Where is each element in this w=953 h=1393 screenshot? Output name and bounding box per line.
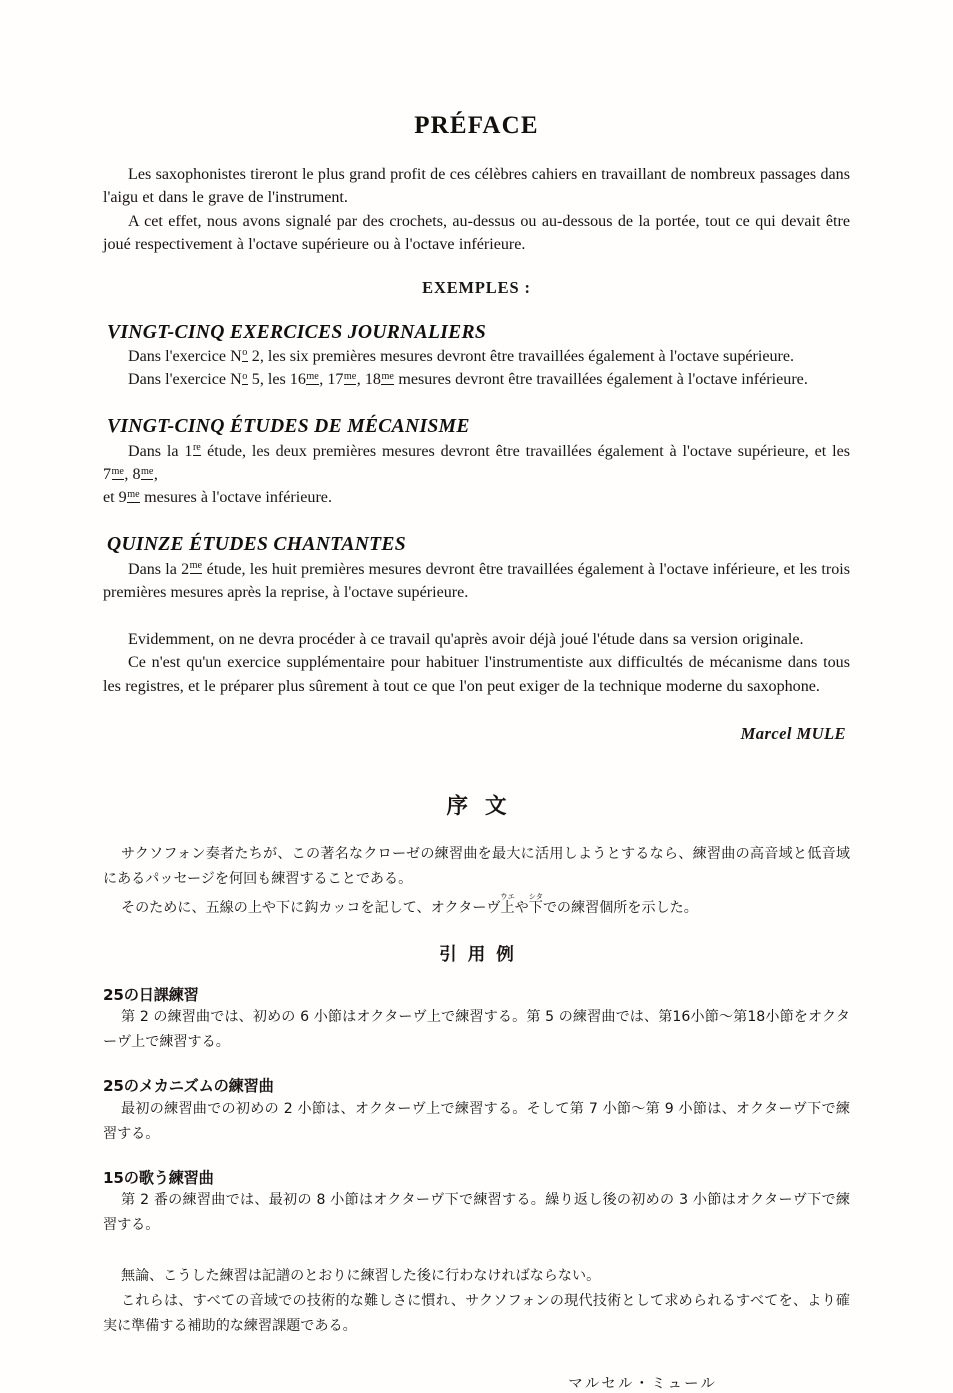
text-fragment: や xyxy=(514,899,529,916)
text-fragment: étude, les deux premières mesures devront être travaillées également à l'octave supérieure, et les 7 xyxy=(103,442,850,483)
japanese-section-heading: 25のメカニズムの練習曲 xyxy=(103,1077,274,1096)
text-fragment: , 8 xyxy=(124,465,141,483)
french-closing-block xyxy=(103,628,850,698)
section-heading: VINGT-CINQ EXERCICES JOURNALIERS xyxy=(107,321,487,343)
text-fragment: での練習個所を示した。 xyxy=(542,899,698,916)
ordinal-suffix: me xyxy=(189,560,202,572)
french-section-etudes-mecanisme xyxy=(103,416,850,509)
japanese-section-body: 最初の練習曲での初めの 2 小節は、オクターヴ上で練習する。そして第 7 小節〜第 9 小節は、オクターヴ下で練習する。 xyxy=(103,1100,850,1142)
page-title: PRÉFACE xyxy=(414,112,539,139)
text-fragment: , 18 xyxy=(356,371,381,389)
ruby-text: ウエ xyxy=(500,891,515,901)
examples-label: EXEMPLES : xyxy=(422,278,531,298)
text-fragment: étude, les huit premières mesures devront être travaillées également à l'octave inférieure, et les trois premières mesures après la reprise, à l'octave supérieure. xyxy=(103,560,850,601)
japanese-section-nikka-renshu xyxy=(103,986,850,1055)
ruby-annotation-shita xyxy=(528,891,543,916)
ruby-annotation-ue xyxy=(500,891,515,916)
ruby-base: 下 xyxy=(528,899,543,916)
ruby-base: 上 xyxy=(500,899,515,916)
japanese-block xyxy=(103,744,850,1393)
ordinal-suffix: me xyxy=(306,370,319,382)
text-fragment: Dans l'exercice N xyxy=(128,371,242,389)
text-fragment: Dans la 1 xyxy=(128,442,193,460)
ordinal-suffix: me xyxy=(127,488,140,500)
text-fragment: 5, les 16 xyxy=(247,371,306,389)
section-line xyxy=(103,368,850,391)
ordinal-suffix: o xyxy=(242,370,248,382)
japanese-intro-paragraph-2 xyxy=(103,892,850,921)
section-line xyxy=(103,345,850,368)
section-heading: VINGT-CINQ ÉTUDES DE MÉCANISME xyxy=(107,416,470,438)
japanese-page-title: 序文 xyxy=(446,794,524,820)
japanese-section-heading: 15の歌う練習曲 xyxy=(103,1168,214,1187)
ordinal-suffix: re xyxy=(192,442,201,454)
text-fragment: Dans l'exercice N xyxy=(128,347,242,365)
ruby-text: シタ xyxy=(528,891,543,901)
text-fragment: mesures à l'octave inférieure. xyxy=(140,489,332,507)
ordinal-suffix: o xyxy=(242,347,248,359)
section-heading: QUINZE ÉTUDES CHANTANTES xyxy=(107,534,406,556)
text-fragment: , xyxy=(153,465,158,483)
japanese-closing-paragraph-2: これらは、すべての音域での技術的な難しさに慣れ、サクソフォンの現代技術として求められるすべてを、より確実に準備する補助的な練習課題である。 xyxy=(103,1292,850,1334)
japanese-section-heading: 25の日課練習 xyxy=(103,986,199,1005)
japanese-closing-paragraph-1: 無論、こうした練習は記譜のとおりに練習した後に行わなければならない。 xyxy=(121,1267,601,1284)
japanese-intro-paragraph-1: サクソフォン奏者たちが、この著名なクローゼの練習曲を最大に活用しようとするなら、練習曲の高音域と低音域にあるパッセージを何回も練習することである。 xyxy=(103,845,850,887)
section-line xyxy=(103,558,850,605)
text-fragment: Dans la 2 xyxy=(128,560,190,578)
ordinal-suffix: me xyxy=(381,370,394,382)
text-fragment: 2, les six premières mesures devront être travaillées également à l'octave supérieure. xyxy=(247,347,795,365)
section-line xyxy=(103,486,850,509)
japanese-section-body: 第 2 番の練習曲では、最初の 8 小節はオクターヴ下で練習する。繰り返し後の初めの 3 小節はオクターヴ下で練習する。 xyxy=(103,1191,850,1233)
french-closing-paragraph-1: Evidemment, on ne devra procéder à ce travail qu'après avoir déjà joué l'étude dans sa version originale. xyxy=(128,631,804,649)
text-fragment: mesures devront être travaillées également à l'octave inférieure. xyxy=(394,371,808,389)
french-intro-paragraph-1: Les saxophonistes tireront le plus grand profit de ces célèbres cahiers en travaillant de nombreux passages dans l'aigu et dans le grave de l'instrument. xyxy=(103,166,850,207)
ordinal-suffix: me xyxy=(141,465,154,477)
french-section-exercices-journaliers xyxy=(103,322,850,392)
japanese-section-utau-renshu xyxy=(103,1169,850,1238)
text-fragment: , 17 xyxy=(319,371,344,389)
japanese-closing-block xyxy=(103,1264,850,1339)
japanese-section-mechanism xyxy=(103,1077,850,1146)
japanese-examples-label: 引用例 xyxy=(439,944,525,965)
section-line xyxy=(103,440,850,487)
french-signature: Marcel MULE xyxy=(740,724,846,744)
ordinal-suffix: me xyxy=(111,465,124,477)
french-closing-paragraph-2: Ce n'est qu'un exercice supplémentaire pour habituer l'instrumentiste aux difficultés de mécanisme dans tous les registres, et le préparer plus sûrement à tout ce que l'on peut exiger de la technique moderne du saxophone. xyxy=(103,654,850,695)
french-section-etudes-chantantes xyxy=(103,534,850,604)
japanese-signature: マルセル・ミュール xyxy=(568,1375,717,1392)
text-fragment: et 9 xyxy=(103,489,127,507)
text-fragment: そのために、五線の上や下に鈎カッコを記して、オクターヴ xyxy=(121,899,501,916)
japanese-section-body: 第 2 の練習曲では、初めの 6 小節はオクターヴ上で練習する。第 5 の練習曲では、第16小節〜第18小節をオクターヴ上で練習する。 xyxy=(103,1009,850,1051)
french-intro-paragraph-2: A cet effet, nous avons signalé par des crochets, au-dessus ou au-dessous de la portée, tout ce qui devait être joué respectivement à l'octave supérieure ou à l'octave inférieure. xyxy=(103,212,850,253)
ordinal-suffix: me xyxy=(343,370,357,382)
